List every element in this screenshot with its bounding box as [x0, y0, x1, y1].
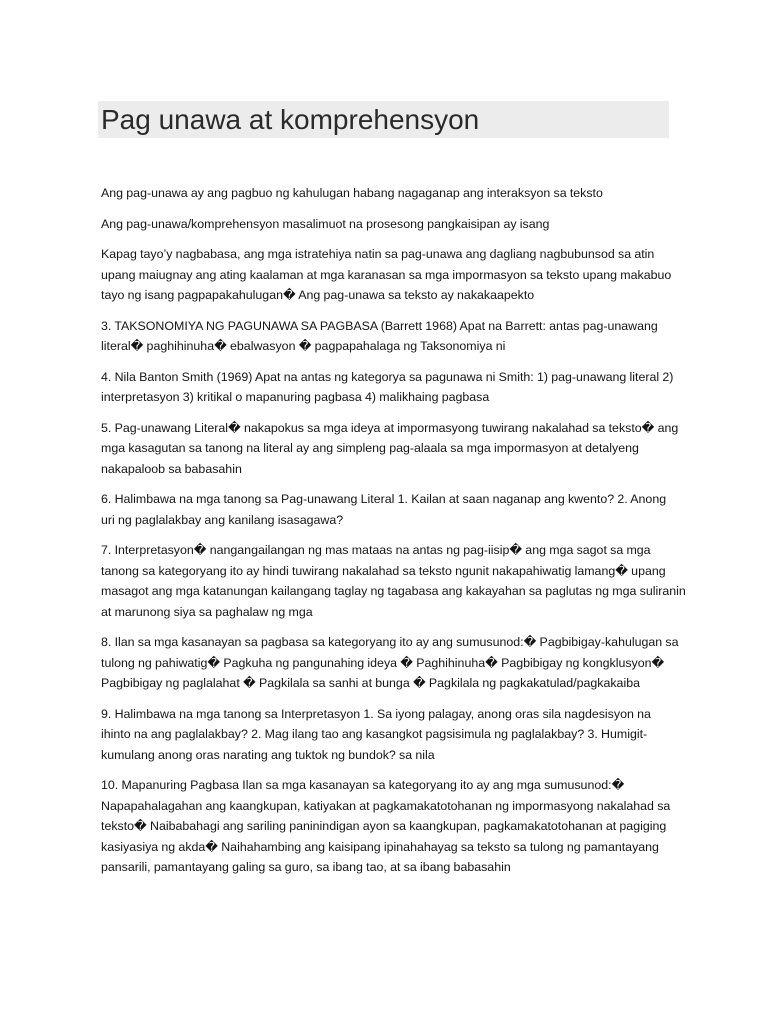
text-line: tulong ng pahiwatig� Pagkuha ng pangunahing ideya � Paghihinuha� Pagbibigay ng kongklusyon� — [101, 655, 665, 670]
paragraph — [101, 540, 686, 622]
text-line: literal� paghihinuha� ebalwasyon � pagpapahalaga ng Taksonomiya ni — [101, 339, 506, 353]
paragraph — [101, 316, 676, 357]
text-line: kumulang anong oras narating ang tuktok ng bundok? sa nila — [101, 747, 435, 762]
paragraph — [101, 704, 676, 766]
text-line: mga kasagutan sa tanong na literal ay ang simpleng pag-alaala sa mga impormasyon at detalyeng — [101, 441, 639, 455]
text-line: 8. Ilan sa mga kasanayan sa pagbasa sa kategoryang ito ay ang sumusunod:� Pagbibigay-kahulugan sa — [101, 635, 679, 649]
paragraph — [101, 489, 676, 530]
text-line: pansarili, pamantayang galing sa guro, sa ibang tao, at sa ibang babasahin — [101, 860, 511, 874]
text-line: at marunong siya sa paghalaw ng mga — [101, 604, 313, 619]
text-line: 7. Interpretasyon� nangangailangan ng mas mataas na antas ng pag-iisip� ang mga sagot sa mga — [101, 543, 651, 557]
text-line: ihinto na ang paglalakbay? 2. Mag ilang tao ang kasangkot pagsisimula ng paglalakbay? 3. Humigit- — [101, 727, 648, 741]
text-line: masagot ang mga katanungan kailangang taglay ng tagabasa ang kakayahan sa paglutas ng mga suliranin — [101, 584, 686, 598]
text-line: tayo ng isang pagpapakahulugan� Ang pag-unawa sa teksto ay nakakaapekto — [101, 288, 535, 302]
text-line: teksto� Naibabahagi ang sariling paninindigan ayon sa kaangkupan, pagkamakatotohanan at pagiging — [101, 819, 667, 833]
paragraph — [101, 214, 676, 235]
text-line: kasiyasiya ng akda� Naihahambing ang kaisipang ipinahahayag sa teksto sa tulong ng pamantayang — [101, 839, 659, 854]
paragraph — [101, 183, 676, 204]
text-line: nakapaloob sa babasahin — [101, 461, 242, 476]
paragraph — [101, 775, 676, 878]
text-line: 4. Nila Banton Smith (1969) Apat na antas ng kategorya sa pagunawa ni Smith: 1) pag-unawang literal 2) — [101, 369, 674, 384]
document-body — [101, 183, 686, 888]
text-line: Kapag tayo’y nagbabasa, ang mga istratehiya natin sa pag-unawa ang dagliang nagbubunsod sa atin — [101, 247, 655, 261]
text-line: 9. Halimbawa na mga tanong sa Interpretasyon 1. Sa iyong palagay, anong oras sila nagdesisyon na — [101, 706, 651, 721]
paragraph — [101, 244, 676, 306]
text-line: interpretasyon 3) kritikal o mapanuring pagbasa 4) malikhaing pagbasa — [101, 390, 490, 404]
text-line: 3. TAKSONOMIYA NG PAGUNAWA SA PAGBASA (Barrett 1968) Apat na Barrett: antas pag-unawang — [101, 318, 658, 333]
text-line: tanong sa kategoryang ito ay hindi tuwirang nakalahad sa teksto ngunit nakapahiwatig lamang� upang — [101, 563, 666, 578]
text-line: 10. Mapanuring Pagbasa Ilan sa mga kasanayan sa kategoryang ito ay ang mga sumusunod:� — [101, 778, 625, 792]
text-line: Ang pag-unawa/komprehensyon masalimuot na prosesong pangkaisipan ay isang — [101, 216, 550, 231]
text-line: 5. Pag-unawang Literal� nakapokus sa mga ideya at impormasyong tuwirang nakalahad sa teksto� ang — [101, 420, 679, 435]
page-title: Pag unawa at komprehensyon — [101, 104, 480, 135]
text-line: uri ng paglalakbay ang kanilang isasagawa? — [101, 512, 344, 527]
paragraph — [101, 418, 679, 480]
paragraph — [101, 632, 679, 694]
text-line: upang maiugnay ang ating kaalaman at mga karanasan sa mga impormasyon sa teksto upang makabuo — [101, 267, 672, 282]
text-line: 6. Halimbawa na mga tanong sa Pag-unawang Literal 1. Kailan at saan naganap ang kwento? 2. Anong — [101, 492, 667, 506]
text-line: Pagbibigay ng paglalahat � Pagkilala sa sanhi at bunga � Pagkilala ng pagkakatulad/pagkakaiba — [101, 676, 640, 690]
text-line: Napapahalagahan ang kaangkupan, katiyakan at pagkamakatotohanan ng impormasyong nakalahad sa — [101, 798, 671, 813]
text-line: Ang pag-unawa ay ang pagbuo ng kahulugan habang nagaganap ang interaksyon sa teksto — [101, 186, 603, 200]
paragraph — [101, 367, 676, 408]
